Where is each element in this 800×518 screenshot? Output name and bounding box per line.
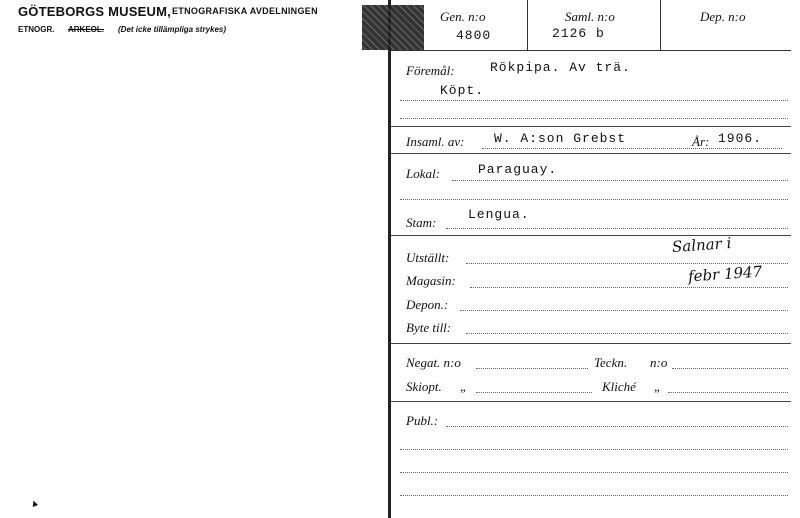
publ-dotted-line: [446, 426, 788, 427]
lokal-dotted-line: [452, 180, 788, 181]
arkeol-label: ARKEOL.: [68, 25, 104, 34]
lokal-label: Lokal:: [406, 166, 440, 181]
teckn-dotted-line: [672, 368, 788, 369]
topbox-separator-1: [527, 0, 528, 50]
corner-mark: ▴: [30, 497, 39, 510]
stam-value: Lengua.: [468, 207, 530, 222]
strike-note: (Det icke tillämpliga strykes): [118, 25, 227, 34]
ar-value: 1906.: [718, 131, 763, 146]
section-rule-4: [391, 343, 791, 344]
foremal-dotted-line: [400, 100, 788, 101]
section-rule-3: [391, 235, 791, 236]
dep-no-label: Dep. n:o: [700, 9, 746, 24]
depon-label: Depon.:: [406, 297, 449, 312]
section-rule-2: [391, 153, 791, 154]
magasin-label: Magasin:: [406, 273, 456, 288]
ar-label: År:: [692, 134, 710, 149]
insaml-value: W. A:son Grebst: [494, 131, 627, 146]
publ-dotted-line-2: [400, 449, 788, 450]
depon-dotted-line: [460, 310, 788, 311]
kliche-dotted-line: [668, 392, 788, 393]
museum-name: GÖTEBORGS MUSEUM,: [18, 4, 171, 19]
gen-no-label: Gen. n:o: [440, 9, 486, 24]
foremal-value-2: Köpt.: [440, 83, 485, 98]
insaml-label: Insaml. av:: [406, 134, 465, 149]
ink-stamp: [362, 5, 424, 50]
insaml-dotted-line: [482, 148, 782, 149]
stam-label: Stam:: [406, 215, 437, 230]
stam-dotted-line: [446, 228, 788, 229]
card-vertical-rule: [388, 0, 391, 518]
teckn-label: Teckn.: [594, 355, 628, 370]
department-name: ETNOGRAFISKA AVDELNINGEN: [172, 6, 318, 16]
foremal-label: Föremål:: [406, 63, 455, 78]
foremal-value: Rökpipa. Av trä.: [490, 60, 631, 75]
utstallt-handwriting: Salnar i: [671, 233, 732, 257]
byte-label: Byte till:: [406, 320, 452, 335]
skiopt-ditto: „: [460, 379, 468, 394]
magasin-handwriting: febr 1947: [687, 262, 763, 286]
negat-dotted-line: [476, 368, 588, 369]
publ-dotted-line-3: [400, 472, 788, 473]
foremal-dotted-line-2: [400, 118, 788, 119]
magasin-dotted-line: [470, 287, 788, 288]
teckn-no-label: n:o: [650, 355, 668, 370]
negat-label: Negat. n:o: [406, 355, 461, 370]
kliche-ditto: „: [654, 379, 662, 394]
publ-dotted-line-4: [400, 495, 788, 496]
skiopt-label: Skiopt.: [406, 379, 442, 394]
section-rule-5: [391, 401, 791, 402]
saml-no-value: 2126 b: [552, 26, 605, 41]
lokal-dotted-line-2: [400, 199, 788, 200]
topbox-separator-2: [660, 0, 661, 50]
saml-no-label: Saml. n:o: [565, 9, 615, 24]
lokal-value: Paraguay.: [478, 162, 558, 177]
skiopt-dotted-line: [476, 392, 592, 393]
kliche-label: Kliché: [602, 379, 636, 394]
etnogr-label: ETNOGR.: [18, 25, 55, 34]
topbox-bottom-rule: [391, 50, 791, 51]
gen-no-value: 4800: [456, 28, 492, 43]
byte-dotted-line: [466, 333, 788, 334]
utstallt-label: Utställt:: [406, 250, 450, 265]
section-rule-1: [391, 126, 791, 127]
publ-label: Publ.:: [406, 413, 439, 428]
